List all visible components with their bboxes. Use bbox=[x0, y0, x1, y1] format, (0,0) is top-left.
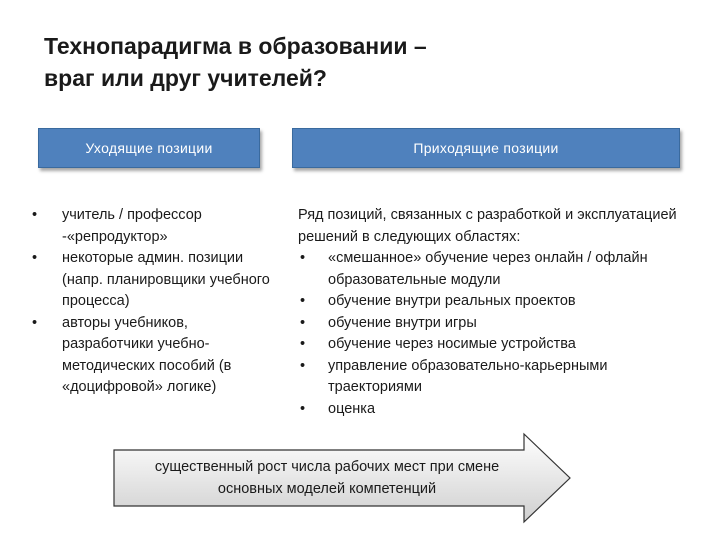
outgoing-item: • учитель / профессор -«репродуктор» bbox=[30, 205, 280, 248]
growth-arrow-text-line-2: основных моделей компетенций bbox=[217, 481, 437, 497]
incoming-positions-header bbox=[292, 128, 680, 168]
outgoing-positions-list bbox=[30, 205, 280, 399]
incoming-item: • обучение внутри игры bbox=[298, 313, 698, 335]
slide-title-line-2: враг или друг учителей? bbox=[44, 65, 327, 91]
incoming-item: • управление образовательно-карьерными траекториями bbox=[298, 356, 698, 399]
growth-arrow bbox=[112, 432, 572, 524]
slide-title bbox=[44, 30, 664, 94]
incoming-intro: Ряд позиций, связанных с разработкой и эксплуатацией решений в следующих областях: bbox=[298, 207, 677, 245]
incoming-item: • обучение через носимые устройства bbox=[298, 334, 698, 356]
outgoing-item: • авторы учебников, разработчики учебно-методических пособий (в «доцифровой» логике) bbox=[30, 313, 280, 399]
incoming-item: • оценка bbox=[298, 399, 698, 421]
incoming-item: • «смешанное» обучение через онлайн / офлайн образовательные модули bbox=[298, 248, 698, 291]
outgoing-item: • некоторые админ. позиции (напр. планировщики учебного процесса) bbox=[30, 248, 280, 313]
growth-arrow-text-line-1: существенный рост числа рабочих мест при смене bbox=[154, 459, 500, 475]
slide-title-line-1: Технопарадигма в образовании – bbox=[44, 33, 427, 59]
incoming-positions-header-label: Приходящие позиции bbox=[413, 140, 559, 156]
incoming-item: • обучение внутри реальных проектов bbox=[298, 291, 698, 313]
incoming-positions-list bbox=[298, 205, 698, 420]
outgoing-positions-header bbox=[38, 128, 260, 168]
outgoing-positions-header-label: Уходящие позиции bbox=[85, 140, 213, 156]
growth-arrow-text bbox=[118, 456, 536, 500]
